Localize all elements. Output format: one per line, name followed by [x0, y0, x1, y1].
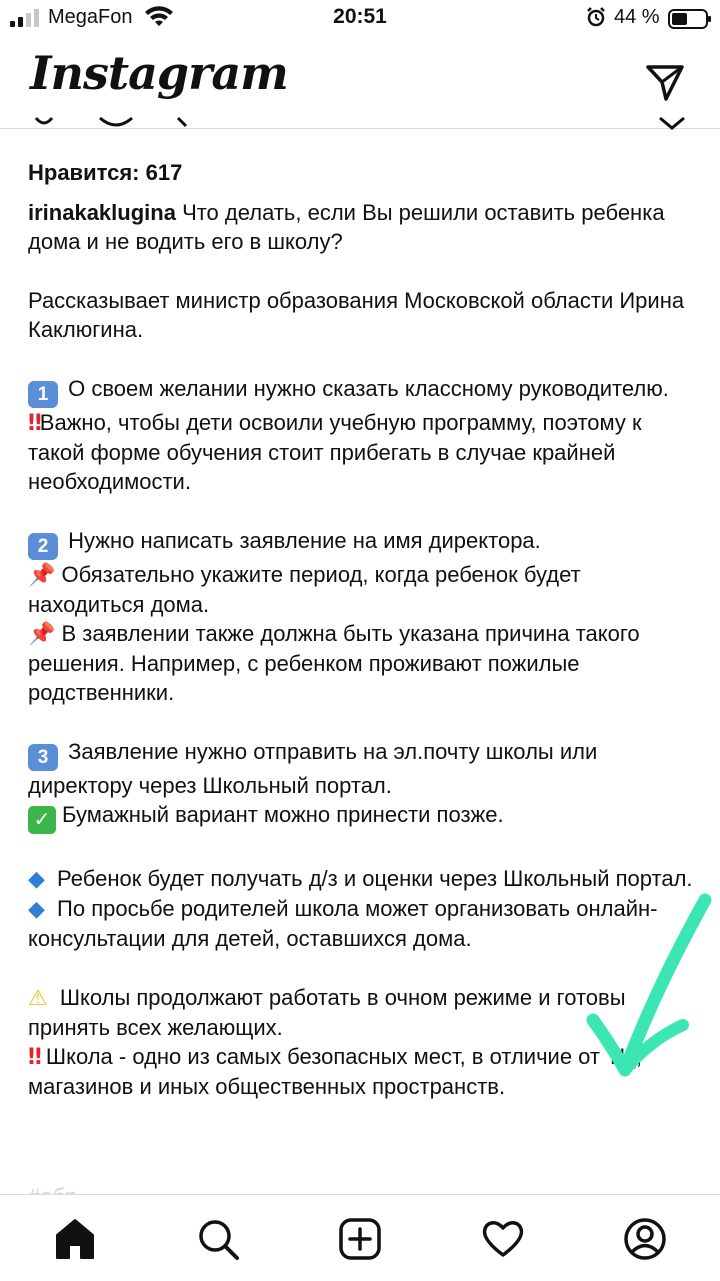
- step-2-note-2-text: В заявлении также должна быть указана причина такого решения. Например, с ребенком проживают пожилые родственники.: [28, 621, 640, 705]
- carrier-name: MegaFon: [48, 6, 133, 28]
- paper-plane-icon[interactable]: [644, 62, 686, 104]
- battery-percent: 44 %: [614, 6, 660, 28]
- pushpin-icon: 📌: [28, 622, 56, 647]
- diamond-item-2-text: По просьбе родителей школа может организовать онлайн-консультации для детей, оставшихся дома.: [28, 896, 658, 951]
- clock: 20:51: [333, 5, 387, 28]
- final-item: [28, 1042, 698, 1101]
- step-3: [28, 737, 698, 800]
- step-2: [28, 526, 698, 560]
- status-bar: [0, 0, 720, 38]
- home-icon[interactable]: [53, 1217, 97, 1261]
- keycap-3-icon: 3: [28, 744, 58, 771]
- warning-item: [28, 983, 698, 1042]
- step-3-note-text: Бумажный вариант можно принести позже.: [62, 802, 504, 827]
- battery-icon: [668, 9, 712, 29]
- step-1-text: О своем желании нужно сказать классному руководителю.: [62, 376, 669, 401]
- caption-paragraph: Рассказывает министр образования Московской области Ирина Каклюгина.: [28, 288, 685, 342]
- double-exclamation-icon: ‼: [28, 411, 40, 436]
- step-2-note-2: [28, 619, 698, 707]
- step-2-text: Нужно написать заявление на имя директора.: [62, 528, 541, 553]
- caption-text: Что делать, если Вы решили оставить ребенка дома и не водить его в школу?: [28, 200, 665, 254]
- check-mark-icon: ✓: [28, 806, 56, 834]
- add-post-icon[interactable]: [338, 1217, 382, 1261]
- step-2-note-1: [28, 560, 698, 619]
- step-1-note: [28, 408, 698, 496]
- caption-intro: [28, 198, 698, 256]
- keycap-1-icon: 1: [28, 381, 58, 408]
- warning-item-text: Школы продолжают работать в очном режиме и готовы принять всех желающих.: [28, 985, 626, 1040]
- diamond-item-1-text: Ребенок будет получать д/з и оценки через Школьный портал.: [50, 866, 693, 891]
- profile-icon[interactable]: [623, 1217, 667, 1261]
- blue-diamond-icon: ◆: [28, 897, 45, 922]
- step-1-note-text: Важно, чтобы дети освоили учебную программу, поэтому к такой форме обучения стоит прибегать в случае крайней необходимости.: [28, 410, 642, 494]
- alarm-icon: [586, 7, 606, 27]
- final-item-text: Школа - одно из самых безопасных мест, в отличие от ТЦ, магазинов и иных общественных пространств.: [28, 1044, 642, 1099]
- blue-diamond-icon: ◆: [28, 867, 45, 892]
- post-content: [28, 158, 698, 1101]
- keycap-2-icon: 2: [28, 533, 58, 560]
- search-icon[interactable]: [196, 1217, 240, 1261]
- post-caption: [28, 198, 698, 1101]
- diamond-item-1: [28, 864, 698, 894]
- step-3-note: [28, 800, 698, 834]
- heart-icon[interactable]: [481, 1217, 525, 1261]
- warning-icon: ⚠: [28, 986, 48, 1011]
- pushpin-icon: 📌: [28, 563, 56, 588]
- caption-username[interactable]: irinakaklugina: [28, 200, 176, 225]
- likes-count[interactable]: Нравится: 617: [28, 160, 183, 185]
- bottom-navigation: [0, 1194, 720, 1281]
- step-3-text: Заявление нужно отправить на эл.почту школы или директору через Школьный портал.: [28, 739, 598, 798]
- step-2-note-1-text: Обязательно укажите период, когда ребенок будет находиться дома.: [28, 562, 581, 617]
- diamond-item-2: [28, 894, 698, 953]
- step-1: [28, 374, 698, 408]
- post-actions-partial: [0, 118, 720, 132]
- double-exclamation-icon: ‼: [28, 1045, 40, 1070]
- instagram-logo[interactable]: Instagram: [30, 46, 288, 100]
- app-header: [0, 38, 720, 129]
